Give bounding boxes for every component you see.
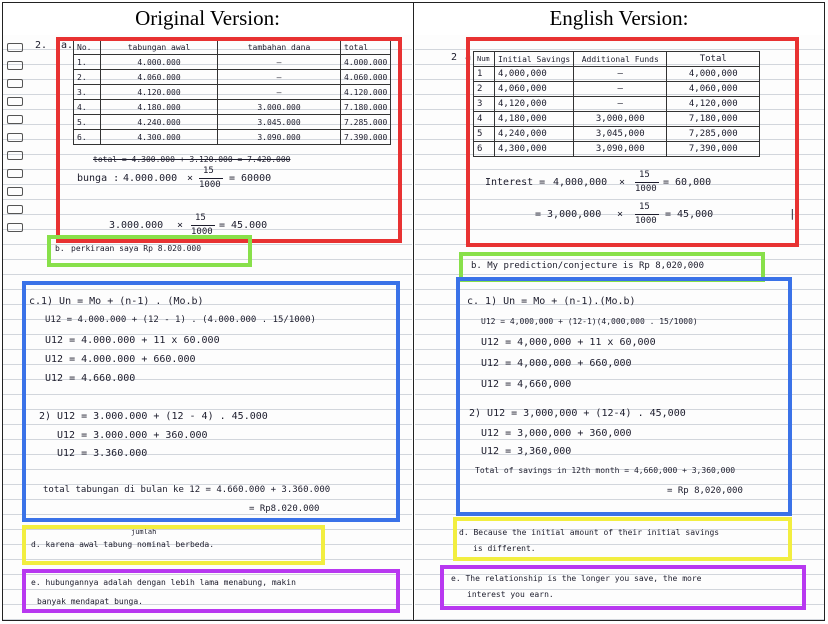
table-cell: 4.060.000 [101,70,218,85]
table-cell: — [218,85,341,100]
table-cell: 3,000,000 [574,112,667,127]
part-d-answer-line1: d. Because the initial amount of their initial savings [459,528,720,537]
english-version-header: English Version: [549,6,689,30]
table-cell: 2. [74,70,101,85]
table-cell: 4,060,000 [667,82,760,97]
table-cell: 1. [74,55,101,70]
bunga-2-denominator: 1000 [191,227,213,237]
table-header-cell: Initial Savings [495,52,574,67]
c2-line: 2) U12 = 3,000,000 + (12-4) . 45,000 [469,408,686,419]
table-header-cell: tabungan awal [101,40,218,55]
table-cell: 4 [474,112,495,127]
c-line: c. 1) Un = Mo + (n-1).(Mo.b) [467,296,636,307]
table-row [74,130,391,145]
c-line: U12 = 4,000,000 + 11 x 60,000 [481,337,656,348]
table-header-cell: tambahan dana [218,40,341,55]
c2-line: U12 = 3,360,000 [481,446,572,457]
table-row [74,100,391,115]
c-line: U12 = 4,000,000 + 660,000 [481,358,632,369]
binder-ring [7,187,23,196]
table-row [74,70,391,85]
table-cell: 6. [74,130,101,145]
table-cell: 4,120,000 [667,97,760,112]
table-cell: 4,240,000 [495,127,574,142]
binder-ring [7,61,23,70]
table-row [474,127,760,142]
table-cell: 4.000.000 [101,55,218,70]
part-a-label: a [465,52,472,63]
bunga-2-lhs: 3.000.000 [109,220,164,231]
table-cell: 7,180,000 [667,112,760,127]
c2-line: U12 = 3.000.000 + 360.000 [57,430,208,441]
c-line: U12 = 4.000.000 + 660.000 [45,354,196,365]
table-cell: 7.390.000 [341,130,391,145]
part-e-answer-line1: e. hubungannya adalah dengan lebih lama menabung, makin [31,578,296,587]
c2-line: U12 = 3,000,000 + 360,000 [481,428,632,439]
part-e-answer-line2: banyak mendapat bunga. [37,597,143,606]
table-header-cell: Total [667,52,760,67]
table-cell: — [574,97,667,112]
table-cell: 4,120,000 [495,97,574,112]
interest-1-numerator: 15 [639,170,650,180]
problem-number: 2. [35,40,48,51]
part-b-answer: perkiraan saya Rp 8.020.000 [71,244,202,253]
table-header-cell: No. [74,40,101,55]
binder-ring [7,43,23,52]
table-cell: 1 [474,67,495,82]
column-divider [413,2,414,621]
c-total-line: total tabungan di bulan ke 12 = 4.660.000 + 3.360.000 [43,485,331,495]
binder-ring [7,97,23,106]
table-row [474,112,760,127]
table-cell: 4.120.000 [101,85,218,100]
c-line: U12 = 4.000.000 + 11 x 60.000 [45,335,220,346]
table-cell: 3 [474,97,495,112]
table-cell: 4.180.000 [101,100,218,115]
table-cell: 5. [74,115,101,130]
interest-1-denominator: 1000 [635,184,657,194]
bunga-1-numerator: 15 [203,166,214,176]
binder-ring [7,223,23,232]
table-cell: — [218,70,341,85]
times-sign: × [617,209,624,220]
times-sign: × [177,220,184,231]
bunga-2-result: = 45.000 [219,220,268,231]
savings-table [473,51,760,157]
fraction-bar [635,182,659,183]
table-cell: 7,285,000 [667,127,760,142]
c2-line: U12 = 3.360.000 [57,448,148,459]
table-row [474,67,760,82]
binder-ring [7,79,23,88]
interest-1-result: = 60,000 [663,177,712,188]
part-d-answer-line2: is different. [473,544,536,553]
part-e-answer-line1: e. The relationship is the longer you save, the more [451,574,702,583]
table-cell: 2 [474,82,495,97]
binder-ring [7,115,23,124]
original-worksheet [3,35,412,620]
english-worksheet [415,35,824,620]
interest-2-numerator: 15 [639,202,650,212]
bunga-1-lhs: 4.000.000 [123,173,178,184]
interest-2-denominator: 1000 [635,216,657,226]
fraction-bar [199,178,223,179]
table-cell: 3,045,000 [574,127,667,142]
table-row [74,55,391,70]
table-total-line: total = 4.300.000 + 3.120.000 = 7.420.000 [93,155,291,164]
table-row [74,85,391,100]
table-header-cell: total [341,40,391,55]
table-row [74,115,391,130]
table-cell: 3.045.000 [218,115,341,130]
table-cell: 4,300,000 [495,142,574,157]
times-sign: × [187,173,194,184]
table-cell: 7.180.000 [341,100,391,115]
table-cell: 3.090.000 [218,130,341,145]
c2-line: 2) U12 = 3.000.000 + (12 - 4) . 45.000 [39,411,268,422]
table-cell: 7,390,000 [667,142,760,157]
savings-table [73,39,391,145]
bunga-label: bunga : [77,173,120,184]
fraction-bar [635,214,659,215]
bunga-2-numerator: 15 [195,213,206,223]
binder-ring [7,205,23,214]
table-cell: 4,000,000 [667,67,760,82]
table-cell: 3.000.000 [218,100,341,115]
table-cell: — [218,55,341,70]
table-row [474,142,760,157]
c-line: 1) Un = Mo + (n-1) . (Mo.b) [41,296,204,307]
table-cell: 4,180,000 [495,112,574,127]
part-d-answer: d. karena awal tabung nominal berbeda. [31,540,215,549]
table-cell: 4.060.000 [341,70,391,85]
interest-2-lhs: = 3,000,000 [535,209,602,220]
table-cell: 7.285.000 [341,115,391,130]
table-cell: 3,090,000 [574,142,667,157]
binder-ring [7,169,23,178]
table-cell: 4.120.000 [341,85,391,100]
original-version-header: Original Version: [135,6,280,30]
table-cell: 3. [74,85,101,100]
binder-ring [7,151,23,160]
table-row [474,97,760,112]
fraction-bar [191,225,215,226]
part-c-label: c. [29,296,42,307]
c-line: U12 = 4.000.000 + (12 - 1) . (4.000.000 . 15/1000) [45,315,316,325]
c-line: U12 = 4,660,000 [481,379,572,390]
part-b-answer: b. My prediction/conjecture is Rp 8,020,000 [471,261,704,271]
interest-1-lhs: 4,000,000 [553,177,608,188]
table-cell: 4.300.000 [101,130,218,145]
tick-mark: | [789,207,796,220]
d-note: jumlah [131,528,157,536]
table-cell: 4,060,000 [495,82,574,97]
table-cell: 6 [474,142,495,157]
bunga-1-result: = 60000 [229,173,272,184]
table-cell: 5 [474,127,495,142]
interest-label: Interest = [485,177,546,188]
bunga-1-denominator: 1000 [199,180,221,190]
table-cell: — [574,67,667,82]
times-sign: × [619,177,626,188]
part-a-label: a. [61,40,74,51]
problem-number: 2 [451,52,458,63]
table-cell: 4,000,000 [495,67,574,82]
part-e-answer-line2: interest you earn. [467,590,554,599]
table-cell: 4.000.000 [341,55,391,70]
c-total-result: = Rp 8,020,000 [667,486,743,496]
part-b-label: b. [55,244,65,253]
c-total-line: Total of savings in 12th month = 4,660,000 + 3,360,000 [475,466,736,475]
table-cell: 4. [74,100,101,115]
interest-2-result: = 45,000 [665,209,714,220]
table-row [474,82,760,97]
table-header-cell: Num [474,52,495,67]
binder-ring [7,133,23,142]
c-line: U12 = 4,000,000 + (12-1)(4,000,000 . 15/1000) [481,317,698,326]
c-line: U12 = 4.660.000 [45,373,136,384]
table-header-cell: Additional Funds [574,52,667,67]
table-cell: 4.240.000 [101,115,218,130]
table-cell: — [574,82,667,97]
c-total-result: = Rp8.020.000 [249,504,320,514]
